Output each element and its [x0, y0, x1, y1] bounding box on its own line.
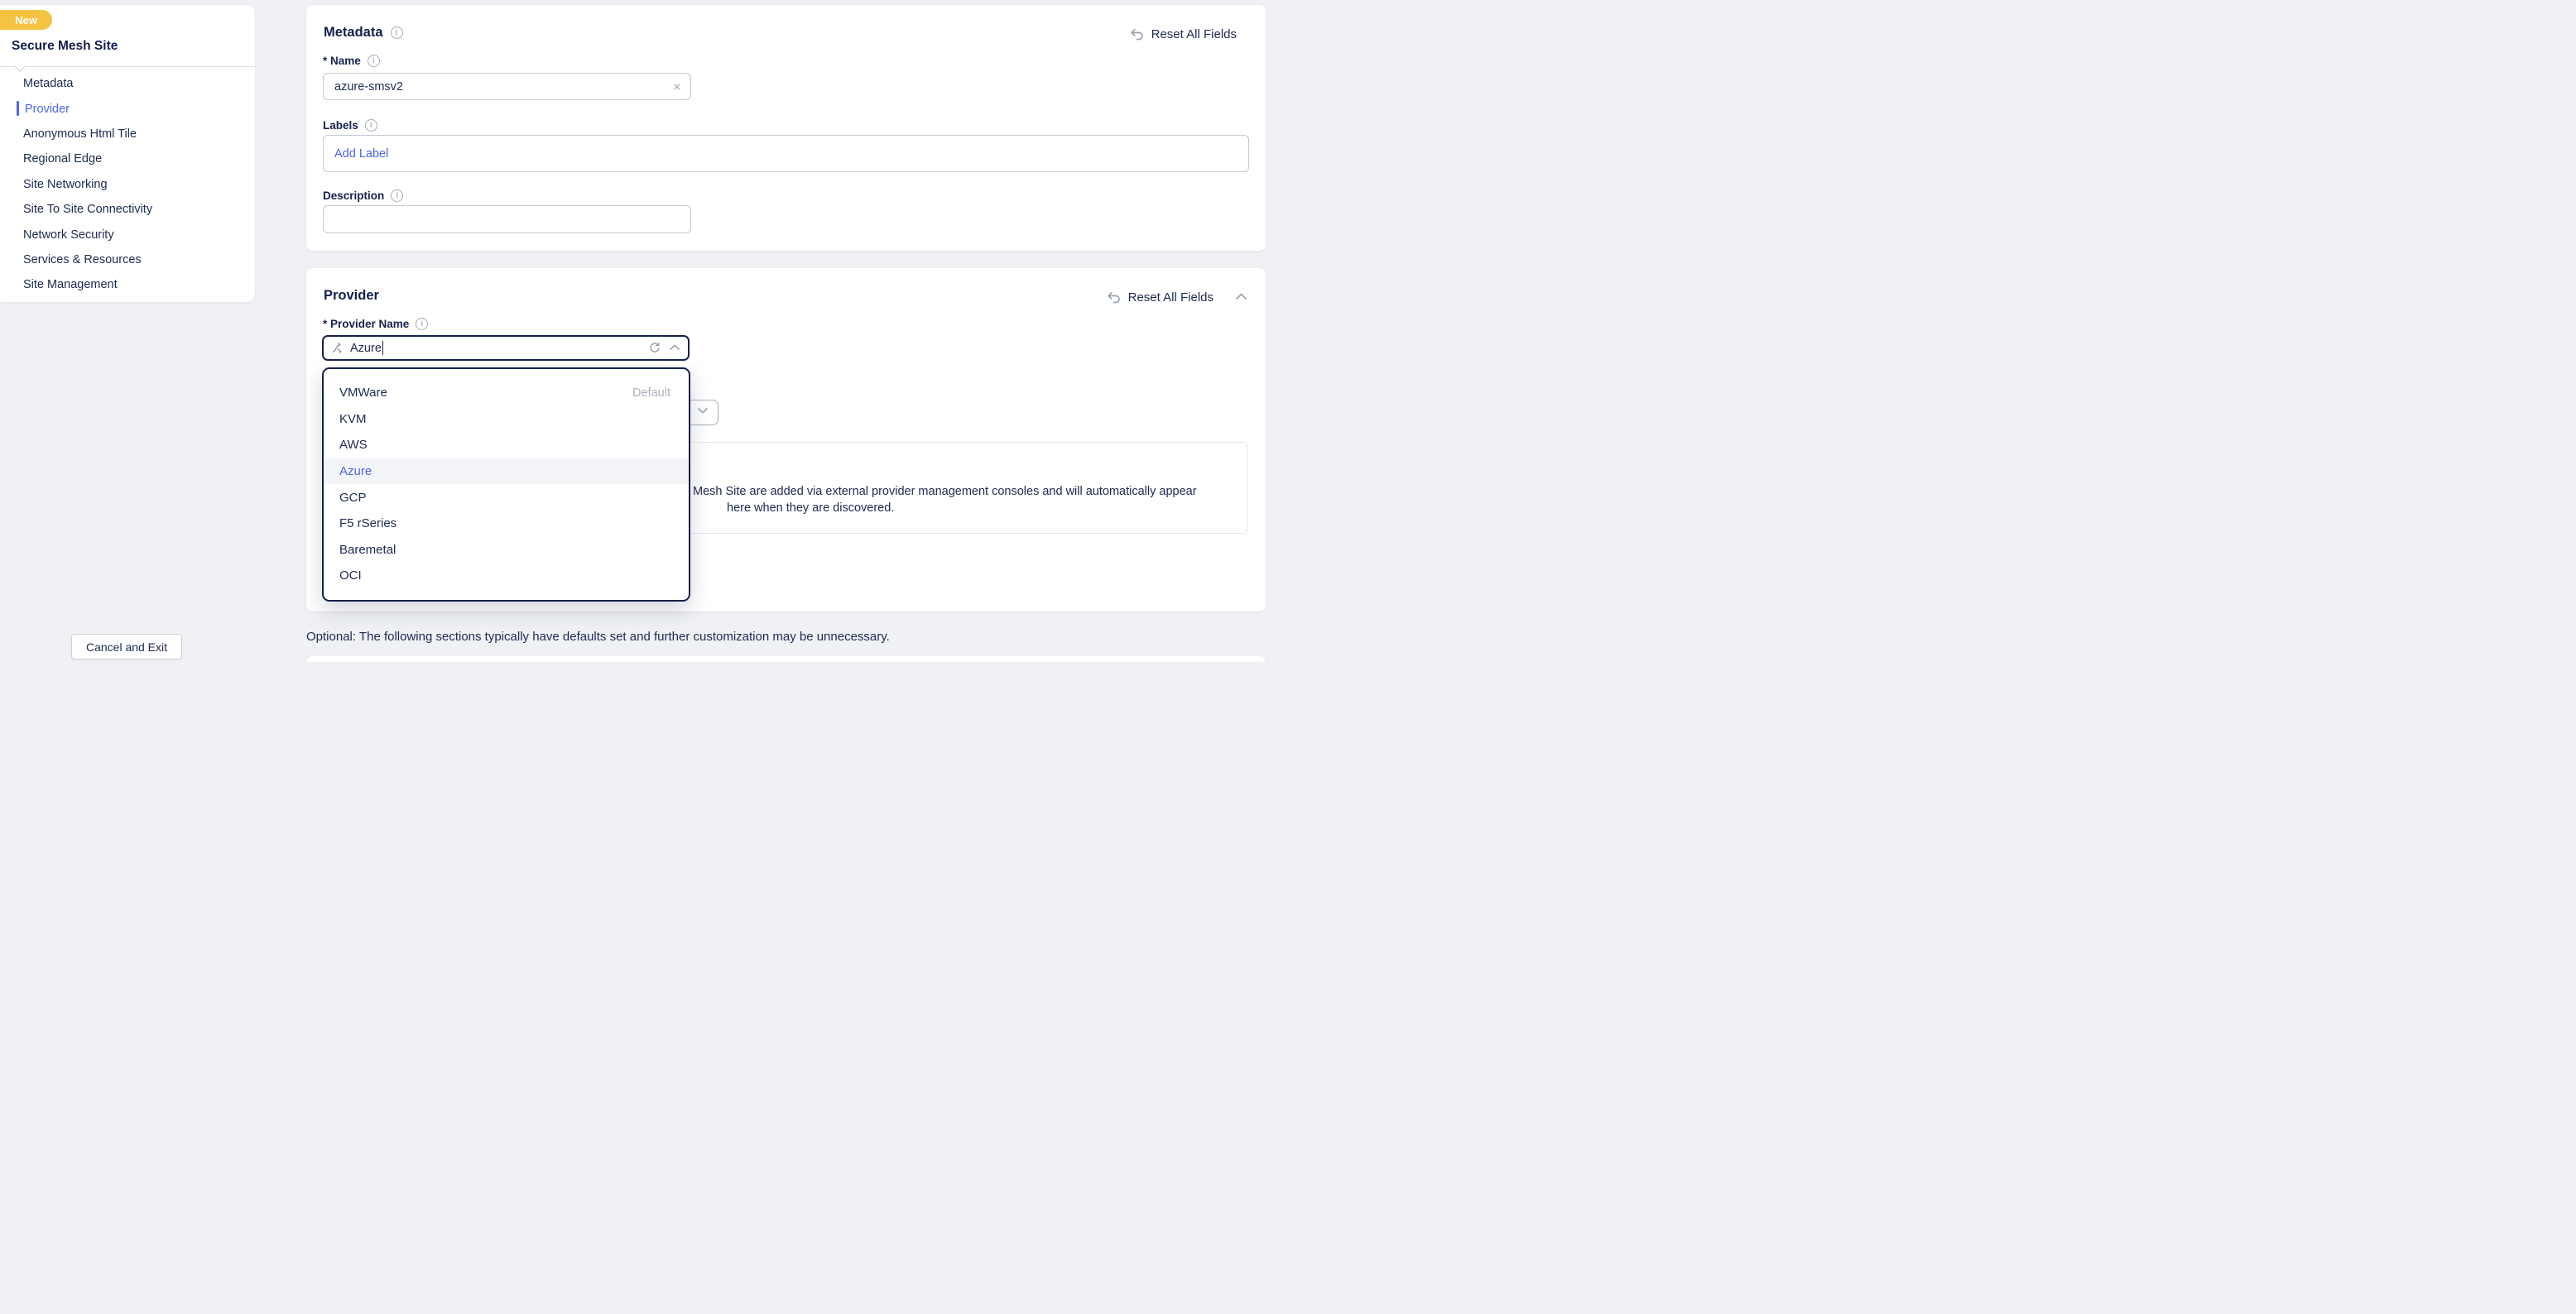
dropdown-option-label: F5 rSeries — [339, 516, 397, 531]
info-box-text-line2: here when they are discovered. — [727, 501, 895, 515]
labels-input[interactable] — [323, 135, 1249, 172]
dropdown-option-label: Baremetal — [339, 542, 396, 557]
optional-sections-note: Optional: The following sections typically have defaults set and further customization may be unnecessary. — [306, 630, 890, 644]
sidebar-item-label: Site Management — [23, 278, 118, 292]
provider-card-title: Provider — [324, 288, 379, 303]
cancel-and-exit-button[interactable]: Cancel and Exit — [71, 634, 182, 659]
name-input[interactable] — [323, 73, 691, 100]
sidebar-item-label: Site Networking — [23, 177, 108, 191]
metadata-card — [306, 5, 1266, 251]
info-icon[interactable]: i — [391, 189, 403, 202]
sidebar-item-label: Provider — [25, 102, 70, 116]
metadata-card-title: Metadata — [324, 25, 383, 40]
sidebar-item-label: Services & Resources — [23, 252, 142, 266]
sidebar-item-site-to-site-connectivity[interactable] — [0, 197, 255, 222]
dropdown-option-label: VMWare — [339, 386, 387, 400]
wizard-step-nav — [0, 71, 255, 298]
page — [0, 0, 1298, 662]
sidebar-divider — [0, 66, 255, 67]
provider-name-dropdown — [322, 367, 690, 602]
wizard-sidebar — [0, 5, 255, 302]
dropdown-option-oci[interactable] — [324, 563, 689, 589]
sidebar-item-label: Site To Site Connectivity — [23, 203, 153, 217]
sidebar-item-anonymous-html-tile[interactable] — [0, 122, 255, 146]
sidebar-item-label: Anonymous Html Tile — [23, 127, 137, 141]
dropdown-option-default-tag: Default — [632, 386, 670, 400]
clear-name-icon[interactable]: ✕ — [672, 81, 681, 93]
provider-name-field-label: * Provider Name — [323, 318, 410, 330]
wizard-title: Secure Mesh Site — [12, 39, 118, 53]
dropdown-option-azure[interactable] — [324, 458, 689, 485]
provider-name-value: Azure — [350, 341, 382, 355]
dropdown-option-label: AWS — [339, 438, 368, 453]
branch-arrows-icon — [331, 342, 344, 354]
reset-all-fields-label: Reset All Fields — [1127, 290, 1214, 305]
chevron-down-icon — [697, 407, 709, 415]
sidebar-item-label: Metadata — [23, 77, 74, 91]
provider-name-combobox[interactable] — [322, 335, 690, 361]
description-field-label: Description — [323, 189, 385, 202]
collapse-notch-icon[interactable] — [14, 60, 26, 72]
sidebar-item-regional-edge[interactable] — [0, 146, 255, 171]
refresh-icon[interactable] — [648, 342, 661, 354]
dropdown-option-label: KVM — [339, 411, 367, 426]
collapse-section-chevron-up-icon[interactable] — [1235, 292, 1247, 300]
sidebar-item-site-networking[interactable] — [0, 172, 255, 197]
provider-reset-all-fields-button[interactable] — [1106, 290, 1214, 305]
sidebar-item-services-resources[interactable] — [0, 247, 255, 272]
dropdown-option-label: OCI — [339, 568, 362, 583]
undo-icon — [1129, 26, 1144, 41]
info-icon[interactable]: i — [391, 26, 403, 39]
sidebar-item-network-security[interactable] — [0, 222, 255, 247]
add-label-button[interactable]: Add Label — [334, 146, 389, 161]
sidebar-item-label: Network Security — [23, 228, 114, 242]
info-icon[interactable]: i — [365, 119, 377, 132]
sidebar-item-metadata[interactable] — [0, 71, 255, 96]
dropdown-option-vmware[interactable] — [324, 380, 689, 406]
description-input[interactable] — [323, 205, 691, 233]
metadata-reset-all-fields-button[interactable] — [1129, 26, 1237, 41]
dropdown-option-aws[interactable] — [324, 432, 689, 458]
new-badge: New — [0, 10, 52, 30]
info-icon[interactable]: i — [368, 55, 380, 67]
info-box-text-line1: Mesh Site are added via external provider management consoles and will automatically appear — [693, 485, 1197, 498]
dropdown-option-label: GCP — [339, 490, 367, 505]
text-caret — [382, 341, 384, 355]
sidebar-item-site-management[interactable] — [0, 272, 255, 297]
labels-field-label: Labels — [323, 119, 358, 132]
dropdown-option-label: Azure — [339, 464, 372, 479]
name-input-value: azure-smsv2 — [334, 79, 403, 94]
next-section-card — [306, 656, 1266, 662]
dropdown-option-gcp[interactable] — [324, 484, 689, 511]
dropdown-option-f5-rseries[interactable] — [324, 511, 689, 537]
sidebar-item-label: Regional Edge — [23, 152, 103, 166]
undo-icon — [1106, 290, 1121, 305]
reset-all-fields-label: Reset All Fields — [1151, 26, 1237, 41]
chevron-up-icon[interactable] — [669, 343, 680, 351]
name-field-label: * Name — [323, 55, 361, 67]
dropdown-option-baremetal[interactable] — [324, 537, 689, 563]
info-icon[interactable]: i — [416, 318, 428, 330]
dropdown-option-kvm[interactable] — [324, 406, 689, 433]
sidebar-item-provider[interactable] — [0, 96, 255, 121]
